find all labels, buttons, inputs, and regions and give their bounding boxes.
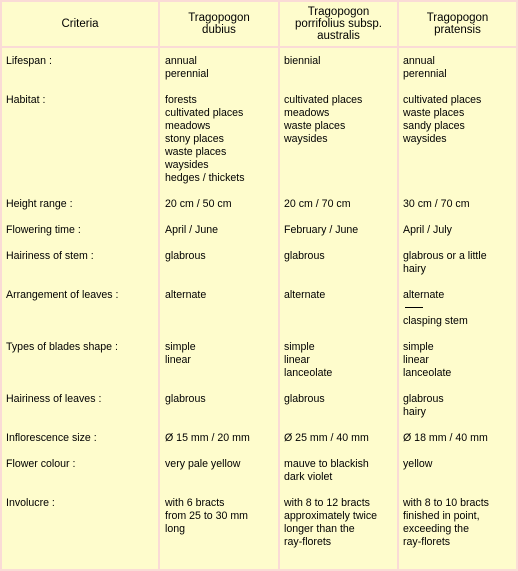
pratensis-column	[399, 48, 516, 569]
criterion-leaf-arrange: Arrangement of leaves :	[6, 289, 119, 301]
header-species-label: Tragopogon porrifolius subsp. australis	[295, 6, 382, 42]
criteria-column	[2, 48, 158, 569]
cell-value: Ø 18 mm / 40 mm	[403, 432, 488, 444]
cell-value: very pale yellow	[165, 458, 241, 470]
cell-value: mauve to blackish dark violet	[284, 458, 369, 483]
cell-value: clasping stem	[403, 315, 468, 327]
cell-value: yellow	[403, 458, 433, 470]
cell-value: alternate	[165, 289, 207, 301]
header-species-dubius	[160, 2, 278, 46]
dubius-column	[160, 48, 278, 569]
cell-value: alternate	[403, 289, 445, 301]
header-species-porrifolius	[280, 2, 397, 46]
criterion-height: Height range :	[6, 198, 73, 210]
criterion-flower-colour: Flower colour :	[6, 458, 76, 470]
criterion-blade-shape: Types of blades shape :	[6, 341, 118, 353]
cell-value: glabrous	[284, 393, 325, 405]
cell-value: glabrous or a little hairy	[403, 250, 487, 275]
cell-value: forests cultivated places meadows stony places waste places waysides hedges / thickets	[165, 94, 245, 184]
cell-value: 30 cm / 70 cm	[403, 198, 470, 210]
criterion-flowering: Flowering time :	[6, 224, 81, 236]
cell-value: annual perennial	[403, 55, 447, 80]
cell-value: April / June	[165, 224, 218, 236]
cell-value: biennial	[284, 55, 321, 67]
cell-value: 20 cm / 70 cm	[284, 198, 351, 210]
cell-value: alternate	[284, 289, 326, 301]
criterion-stem-hair: Hairiness of stem :	[6, 250, 94, 262]
criterion-lifespan: Lifespan :	[6, 55, 52, 67]
cell-value: simple linear	[165, 341, 196, 366]
porrifolius-column	[280, 48, 397, 569]
cell-value: Ø 25 mm / 40 mm	[284, 432, 369, 444]
cell-value: April / July	[403, 224, 452, 236]
cell-value: simple linear lanceolate	[284, 341, 333, 379]
cell-value: February / June	[284, 224, 359, 236]
cell-value: cultivated places meadows waste places waysides	[284, 94, 363, 145]
cell-value: cultivated places waste places sandy places waysides	[403, 94, 482, 145]
cell-value: glabrous	[165, 250, 206, 262]
criterion-leaf-hair: Hairiness of leaves :	[6, 393, 102, 405]
header-species-pratensis	[399, 2, 516, 46]
cell-value: annual perennial	[165, 55, 209, 80]
header-criteria-label: Criteria	[61, 18, 99, 30]
criterion-habitat: Habitat :	[6, 94, 46, 106]
cell-value: Ø 15 mm / 20 mm	[165, 432, 250, 444]
cell-value: with 8 to 10 bracts finished in point, exceeding the ray-florets	[403, 497, 489, 548]
cell-value: simple linear lanceolate	[403, 341, 452, 379]
header-species-label: Tragopogon dubius	[188, 12, 250, 36]
separator-dash	[405, 307, 423, 308]
cell-value: 20 cm / 50 cm	[165, 198, 232, 210]
header-species-label: Tragopogon pratensis	[426, 12, 489, 36]
cell-value: with 6 bracts from 25 to 30 mm long	[165, 497, 249, 535]
cell-value: glabrous	[284, 250, 325, 262]
cell-value: with 8 to 12 bracts approximately twice longer than the ray-florets	[284, 497, 378, 548]
criterion-involucre: Involucre :	[6, 497, 55, 509]
header-criteria	[2, 2, 158, 46]
cell-value: glabrous hairy	[403, 393, 444, 418]
cell-value: glabrous	[165, 393, 206, 405]
criterion-inflorescence: Inflorescence size :	[6, 432, 97, 444]
